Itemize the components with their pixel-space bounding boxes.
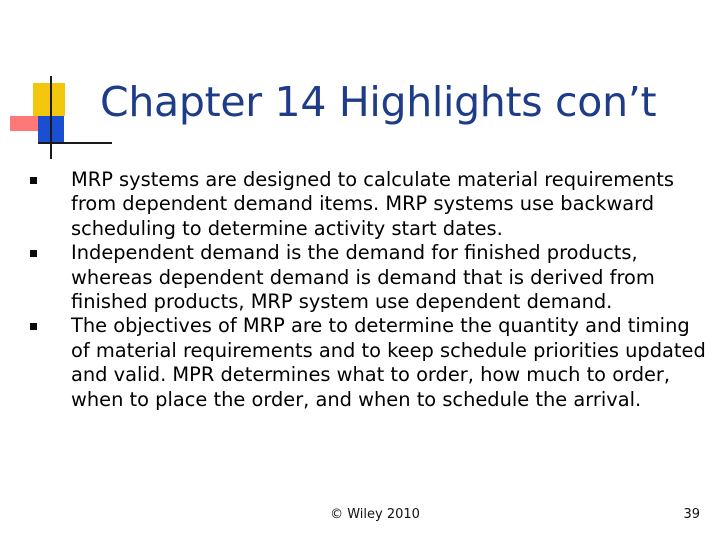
logo-decoration [0, 0, 110, 170]
bullet-list [30, 168, 710, 412]
bullet-item [30, 168, 710, 241]
bullet-text: MRP systems are designed to calculate material requirements from dependent demand items. MRP systems use backward scheduling to determine activity start dates. [71, 168, 675, 240]
bullet-item [30, 314, 710, 412]
page-number: 39 [683, 507, 700, 522]
square-bullet-icon [30, 323, 37, 330]
square-bullet-icon [30, 250, 37, 257]
logo-yellow-square [33, 83, 65, 116]
bullet-item [30, 241, 710, 314]
bullet-text: Independent demand is the demand for finished products, whereas dependent demand is demand that is derived from finished products, MRP system use dependent demand. [71, 241, 655, 314]
bullet-text: The objectives of MRP are to determine the quantity and timing of material requirements and to keep schedule priorities updated and valid. MPR determines what to order, how much to order, when to place the order, and when to schedule the arrival. [71, 314, 706, 411]
logo-horizontal-line [38, 142, 112, 144]
slide-title: Chapter 14 Highlights con’t [100, 78, 657, 126]
footer-copyright: © Wiley 2010 [330, 507, 420, 522]
square-bullet-icon [30, 177, 37, 184]
logo-vertical-line [50, 76, 52, 159]
